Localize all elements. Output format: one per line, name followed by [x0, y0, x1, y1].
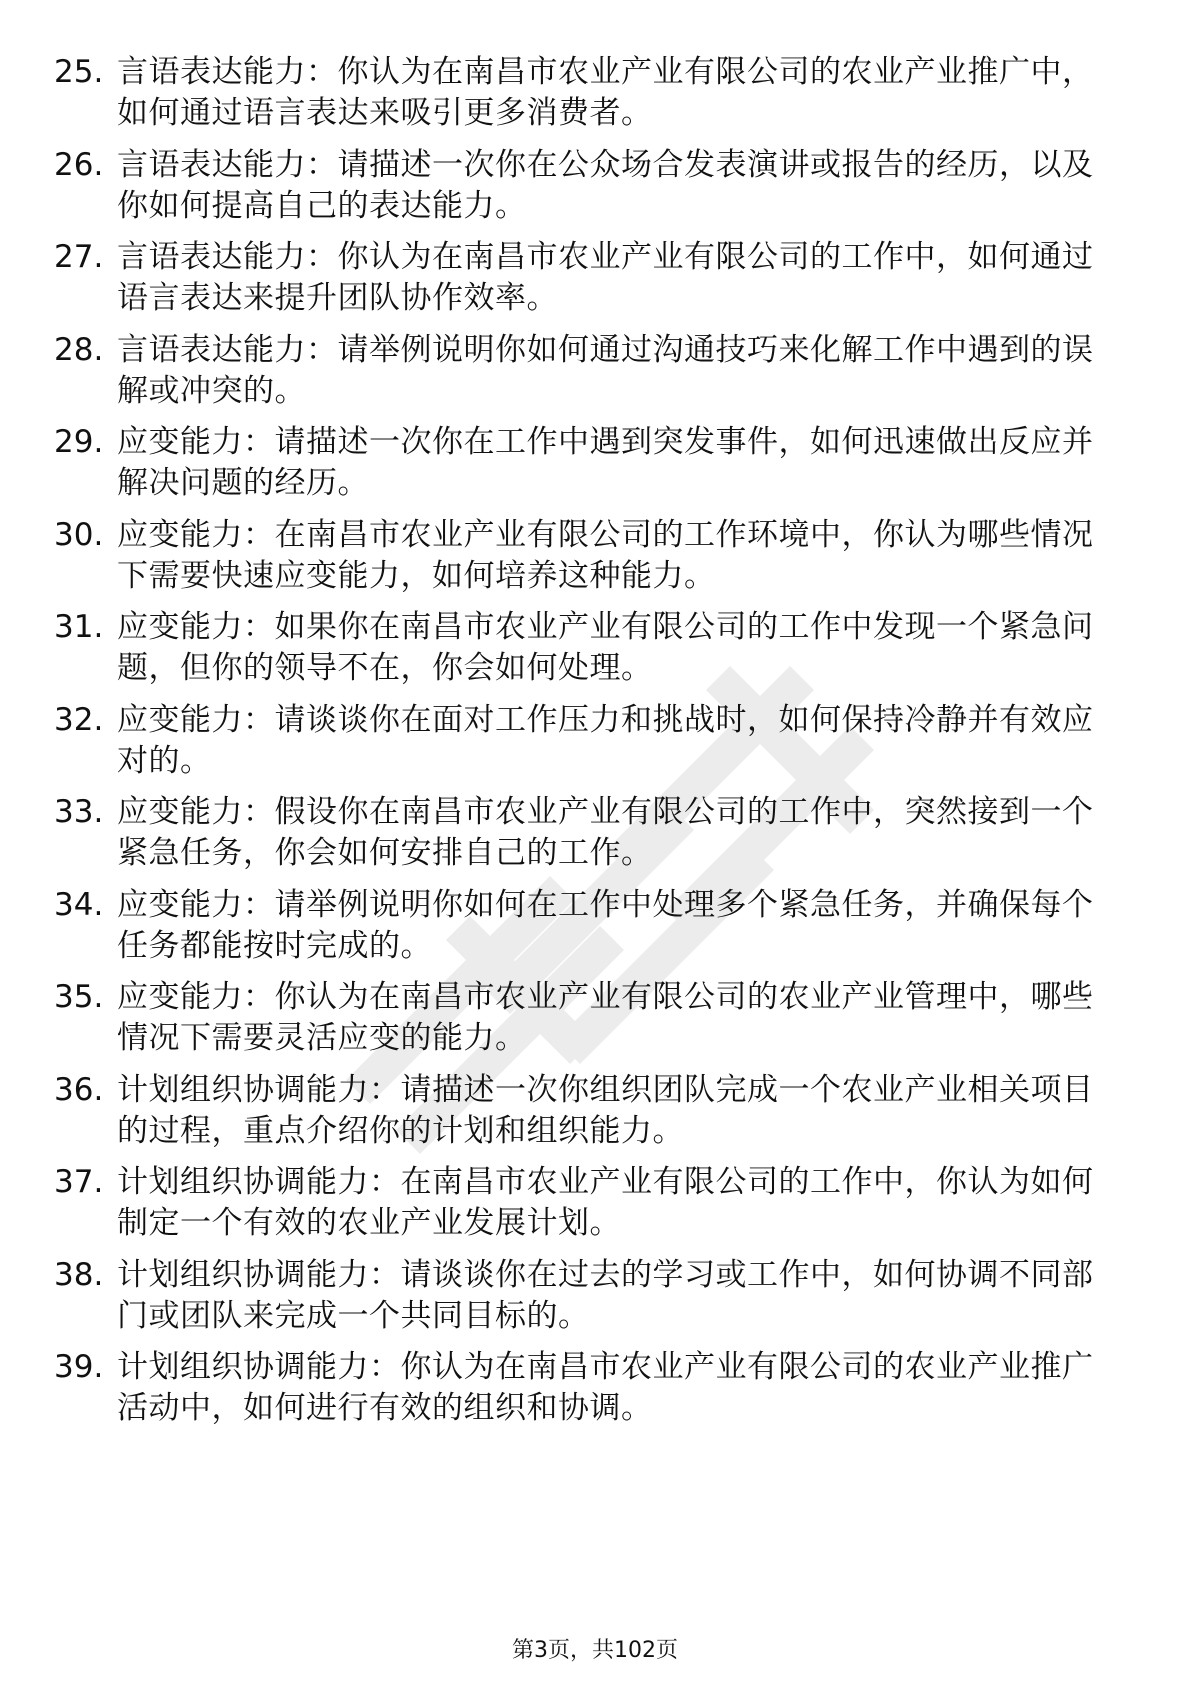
list-item [54, 145, 1114, 227]
question-number: 32. [54, 701, 104, 738]
list-item [54, 1070, 1114, 1152]
question-number: 25. [54, 54, 104, 90]
question-text: 应变能力：你认为在南昌市农业产业有限公司的农业产业管理中，哪些情况下需要灵活应变的能力。 [117, 979, 1094, 1056]
question-text: 应变能力：假设你在南昌市农业产业有限公司的工作中，突然接到一个紧急任务，你会如何安排自己的工作。 [117, 794, 1094, 871]
list-item [54, 1347, 1114, 1429]
list-item [54, 792, 1114, 874]
list-item [54, 1162, 1114, 1244]
question-text: 言语表达能力：你认为在南昌市农业产业有限公司的工作中，如何通过语言表达来提升团队协作效率。 [117, 239, 1094, 316]
question-list [54, 52, 1114, 1440]
question-number: 30. [54, 516, 104, 553]
list-item [54, 977, 1114, 1059]
question-number: 35. [54, 979, 104, 1015]
question-text: 应变能力：请描述一次你在工作中遇到突发事件，如何迅速做出反应并解决问题的经历。 [117, 424, 1094, 501]
list-item [54, 885, 1114, 967]
question-number: 33. [54, 794, 104, 830]
question-text: 应变能力：请谈谈你在面对工作压力和挑战时，如何保持冷静并有效应对的。 [117, 701, 1094, 779]
list-item [54, 1255, 1114, 1337]
question-text: 言语表达能力：你认为在南昌市农业产业有限公司的农业产业推广中，如何通过语言表达来吸引更多消费者。 [117, 54, 1094, 131]
question-text: 应变能力：如果你在南昌市农业产业有限公司的工作中发现一个紧急问题，但你的领导不在，你会如何处理。 [117, 609, 1094, 686]
question-number: 34. [54, 886, 104, 923]
list-item [54, 700, 1114, 782]
question-text: 言语表达能力：请举例说明你如何通过沟通技巧来化解工作中遇到的误解或冲突的。 [117, 331, 1094, 409]
question-text: 计划组织协调能力：请描述一次你组织团队完成一个农业产业相关项目的过程，重点介绍你的计划和组织能力。 [117, 1071, 1094, 1149]
list-item [54, 515, 1114, 597]
list-item [54, 52, 1114, 134]
question-text: 应变能力：在南昌市农业产业有限公司的工作环境中，你认为哪些情况下需要快速应变能力，如何培养这种能力。 [117, 516, 1094, 594]
question-text: 言语表达能力：请描述一次你在公众场合发表演讲或报告的经历，以及你如何提高自己的表达能力。 [117, 146, 1094, 224]
question-number: 26. [54, 146, 104, 183]
question-text: 计划组织协调能力：在南昌市农业产业有限公司的工作中，你认为如何制定一个有效的农业产业发展计划。 [117, 1164, 1094, 1241]
page-number-footer: 第3页，共102页 [512, 1638, 678, 1663]
question-text: 应变能力：请举例说明你如何在工作中处理多个紧急任务，并确保每个任务都能按时完成的。 [117, 886, 1094, 964]
question-number: 29. [54, 424, 104, 460]
question-text: 计划组织协调能力：请谈谈你在过去的学习或工作中，如何协调不同部门或团队来完成一个共同目标的。 [117, 1256, 1094, 1334]
question-number: 27. [54, 239, 104, 275]
list-item [54, 607, 1114, 689]
question-number: 28. [54, 331, 104, 368]
question-text: 计划组织协调能力：你认为在南昌市农业产业有限公司的农业产业推广活动中，如何进行有效的组织和协调。 [117, 1349, 1094, 1426]
list-item [54, 330, 1114, 412]
question-number: 37. [54, 1164, 104, 1200]
list-item [54, 422, 1114, 504]
question-number: 31. [54, 609, 104, 645]
question-number: 38. [54, 1256, 104, 1293]
question-number: 39. [54, 1349, 104, 1385]
question-number: 36. [54, 1071, 104, 1108]
list-item [54, 237, 1114, 319]
